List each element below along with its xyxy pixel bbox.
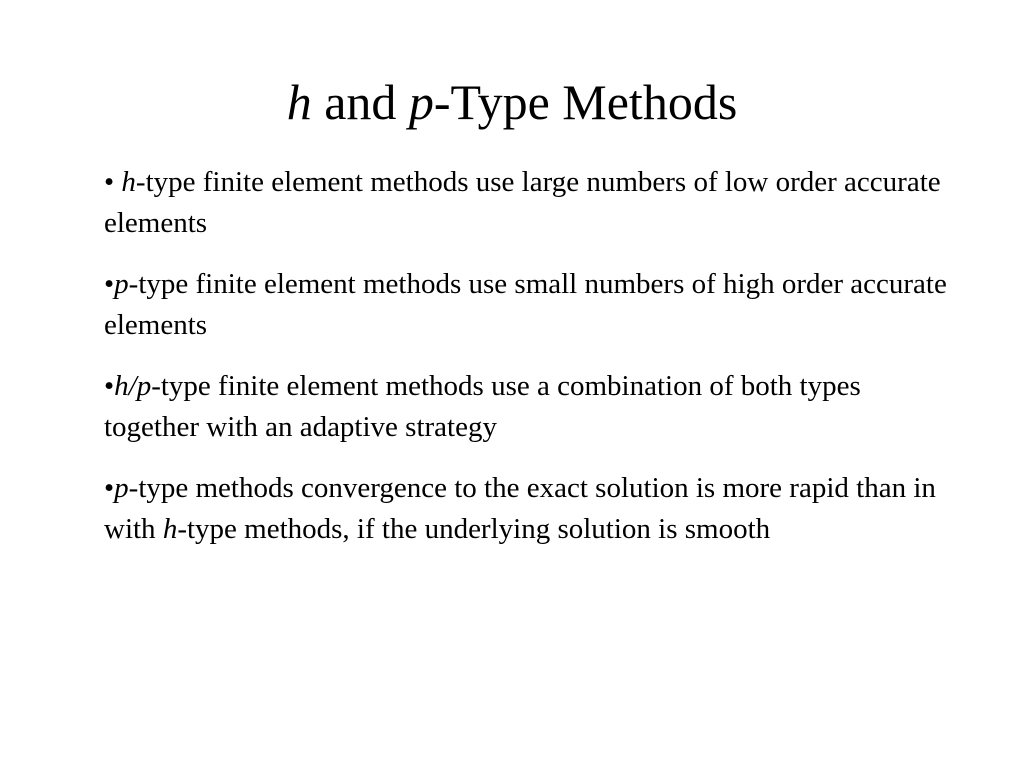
title-h: h: [286, 74, 312, 130]
bullet-lead: h: [121, 166, 136, 198]
slide-title: [0, 66, 1024, 138]
bullet-text: -type finite element methods use large numbers of low order accurate elements: [104, 166, 941, 239]
bullet-hp-type: [104, 366, 954, 448]
bullet-h-type: [104, 162, 954, 244]
bullet-mid-italic: h: [162, 513, 178, 545]
title-rest: -Type Methods: [433, 74, 738, 130]
bullet-lead: p: [114, 472, 129, 504]
bullet-marker: •: [104, 370, 115, 402]
bullet-list: [104, 162, 954, 570]
bullet-marker: •: [104, 166, 122, 198]
bullet-text-before: -type methods convergence to the exact solution is more rapid than in with: [104, 472, 936, 545]
title-and: and: [311, 74, 409, 130]
bullet-p-type: [104, 264, 954, 346]
bullet-text: -type finite element methods use a combination of both types together with an adaptive strategy: [104, 370, 861, 443]
bullet-marker: •: [104, 268, 115, 300]
bullet-convergence: [104, 468, 954, 550]
bullet-marker: •: [104, 472, 115, 504]
bullet-lead: p: [114, 268, 129, 300]
title-p: p: [408, 74, 434, 130]
bullet-text-after: -type methods, if the underlying solution is smooth: [177, 513, 771, 545]
bullet-lead: h/p: [114, 370, 152, 402]
bullet-text: -type finite element methods use small numbers of high order accurate elements: [104, 268, 947, 341]
